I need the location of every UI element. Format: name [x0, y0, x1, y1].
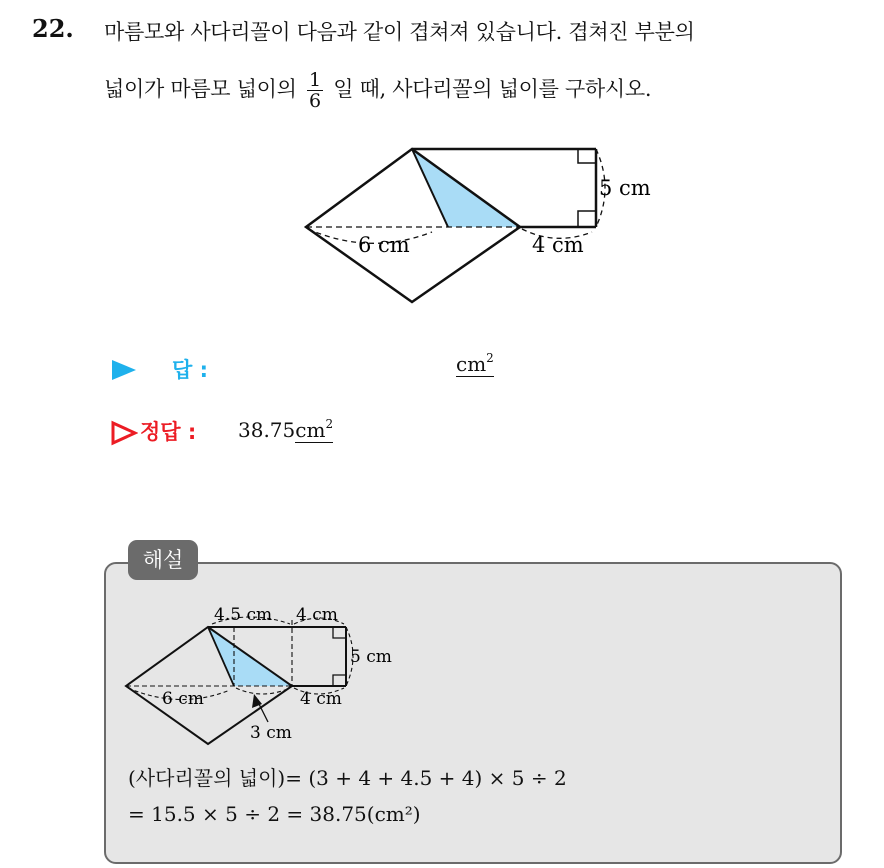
- solution-tab: 해설: [128, 540, 198, 580]
- answer-label: 답 :: [172, 358, 208, 382]
- sol-label-top-left: 4.5 cm: [214, 605, 273, 625]
- problem-figure: [0, 0, 884, 340]
- right-angle-top: [578, 149, 596, 163]
- question-number: 22.: [32, 14, 74, 43]
- correct-unit-exp: 2: [325, 417, 334, 431]
- label-base: 4 cm: [532, 233, 584, 257]
- answer-unit-exp: 2: [486, 351, 494, 365]
- label-diagonal: 6 cm: [358, 233, 410, 257]
- label-height: 5 cm: [599, 176, 651, 200]
- answer-unit-text: cm: [456, 352, 487, 376]
- solution-line2: = 15.5 × 5 ÷ 2 = 38.75(cm²): [128, 802, 421, 826]
- question-text-before: 넓이가 마름모 넓이의: [104, 77, 297, 101]
- correct-arrow-icon: [110, 420, 138, 446]
- answer-arrow-icon: [110, 358, 138, 382]
- sol-label-small: 3 cm: [250, 723, 292, 743]
- sol-label-diagonal: 6 cm: [162, 689, 204, 709]
- question-text-after: 일 때, 사다리꼴의 넓이를 구하시오.: [333, 77, 652, 101]
- right-angle-bottom: [578, 211, 596, 227]
- sol-label-height: 5 cm: [350, 647, 392, 667]
- fraction-denominator: 6: [309, 90, 321, 112]
- correct-value-number: 38.75: [238, 418, 296, 442]
- correct-unit: [295, 418, 333, 443]
- correct-label: 정답 :: [140, 420, 197, 444]
- solution-figure: [0, 560, 884, 760]
- question-text-line1: 마름모와 사다리꼴이 다음과 같이 겹쳐져 있습니다. 겹쳐진 부분의: [104, 20, 695, 44]
- sol-label-base: 4 cm: [300, 689, 342, 709]
- fraction-numerator: 1: [309, 69, 321, 91]
- answer-unit: [456, 352, 494, 377]
- correct-unit-text: cm: [295, 418, 326, 442]
- correct-value: [238, 418, 333, 442]
- solution-line1: (사다리꼴의 넓이)= (3 + 4 + 4.5 + 4) × 5 ÷ 2: [128, 766, 567, 790]
- sol-label-top-right: 4 cm: [296, 605, 338, 625]
